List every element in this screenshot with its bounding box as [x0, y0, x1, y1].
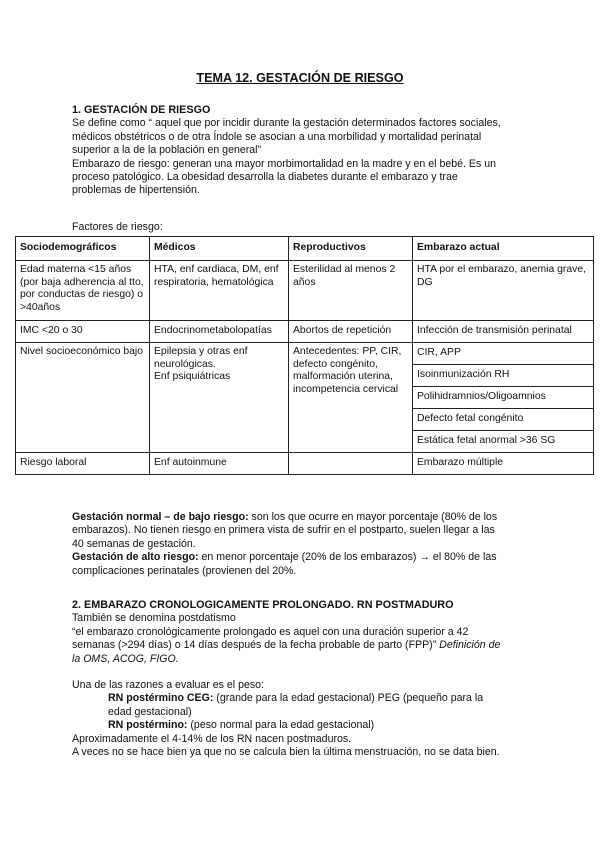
paragraph-line: A veces no se hace bien ya que no se calcula bien la última menstruación, no se data bien.: [72, 746, 500, 759]
gestation-normal-line: [72, 511, 530, 524]
table-cell: IMC <20 o 30: [16, 321, 150, 343]
gestation-normal-label: Gestación normal – de bajo riesgo:: [72, 511, 249, 523]
section-2: [72, 599, 542, 759]
blank-line: [72, 666, 542, 679]
rn-ceg-line: [72, 692, 542, 705]
section-2-heading: 2. EMBARAZO CRONOLOGICAMENTE PROLONGADO. RN POSTMADURO: [72, 599, 454, 611]
risk-factors-table: [15, 236, 594, 475]
quote-text: semanas (>294 días) o 14 días después de la fecha probable de parto (FPP)”: [72, 639, 437, 652]
definition-source: Definición de: [436, 639, 501, 652]
table-header-row: [16, 237, 594, 261]
page-title: TEMA 12. GESTACIÓN DE RIESGO: [196, 71, 404, 85]
paragraph-line: edad gestacional): [108, 705, 192, 718]
table-cell: Antecedentes: PP, CIR, defecto congénito, malformación uterina, incompetencia cervical: [289, 343, 413, 453]
table-cell: HTA por el embarazo, anemia grave, DG: [413, 261, 594, 321]
paragraph-line: problemas de hipertensión.: [72, 184, 200, 197]
table-row: [16, 453, 594, 475]
definition-source-cont: la OMS, ACOG, FIGO.: [72, 652, 179, 665]
header-cell: Sociodemográficos: [16, 237, 150, 261]
paragraph-line: También se denomina postdatismo: [72, 612, 236, 625]
paragraph-line: “el embarazo cronológicamente prolongado es aquel con una duración superior a 42: [72, 625, 469, 638]
rn-ceg-text: (grande para la edad gestacional) PEG (pequeño para la: [213, 692, 484, 705]
table-cell: Defecto fetal congénito: [413, 409, 594, 431]
paragraph-line: [72, 639, 542, 652]
header-cell: Embarazo actual: [413, 237, 594, 261]
table-cell: [150, 343, 289, 453]
gestation-high-text: en menor porcentaje (20% de los embarazos) → el 80% de las: [198, 551, 497, 564]
table-cell: Riesgo laboral: [16, 453, 150, 475]
cell-line: Epilepsia y otras enf neurológicas.: [154, 346, 248, 370]
table-cell: Embarazo múltiple: [413, 453, 594, 475]
header-cell: Reproductivos: [289, 237, 413, 261]
cell-line: Enf psiquiátricas: [154, 371, 231, 383]
table-cell: Esterilidad al menos 2 años: [289, 261, 413, 321]
table-row: [16, 343, 594, 365]
factors-label: Factores de riesgo:: [72, 221, 163, 233]
paragraph-line: complicaciones perinatales (provienen del 20%.: [72, 564, 297, 577]
table-cell: Abortos de repetición: [289, 321, 413, 343]
paragraph-line: superior a la de la población en general”: [72, 144, 262, 157]
rn-postterm-text: (peso normal para la edad gestacional): [187, 719, 375, 732]
table-row: [16, 321, 594, 343]
table-cell: Edad materna <15 años (por baja adherencia al tto, por conductas de riesgo) o >40años: [16, 261, 150, 321]
paragraph-line: proceso patológico. La obesidad desarrolla la diabetes durante el embarazo y trae: [72, 171, 458, 184]
table-row: [16, 261, 594, 321]
table-cell: Polihidramnios/Oligoamnios: [413, 387, 594, 409]
table-cell: Enf autoinmune: [150, 453, 289, 475]
paragraph-line: Aproximadamente el 4-14% de los RN nacen postmaduros.: [72, 732, 352, 745]
paragraph-line: embarazos). No tienen riesgo en primera vista de sufrir en el postparto, suelen llegar a las: [72, 524, 495, 537]
table-cell: CIR, APP: [413, 343, 594, 365]
gestation-section: [72, 511, 530, 578]
paragraph-line: Se define como “ aquel que por incidir durante la gestación determinados factores sociales,: [72, 117, 501, 130]
rn-postterm-label: RN postérmino:: [108, 719, 188, 732]
header-cell: Médicos: [150, 237, 289, 261]
table-cell: Endocrinometabolopatías: [150, 321, 289, 343]
rn-ceg-label: RN postérmino CEG:: [108, 692, 214, 705]
paragraph-line: [72, 653, 542, 666]
table-cell: HTA, enf cardiaca, DM, enf respiratoria, hematológica: [150, 261, 289, 321]
gestation-high-label: Gestación de alto riesgo:: [72, 551, 199, 564]
section-1: [72, 104, 530, 198]
gestation-high-line: [72, 551, 530, 564]
gestation-normal-text: son los que ocurre en mayor porcentaje (80% de los: [248, 511, 498, 523]
table-cell: Nivel socioeconómico bajo: [16, 343, 150, 453]
paragraph-line: médicos obstétricos o de otra Índole se asocian a una morbilidad y mortalidad perinatal: [72, 130, 482, 143]
table-cell: [289, 453, 413, 475]
table-cell: Isoinmunización RH: [413, 365, 594, 387]
table-cell: Infección de transmisión perinatal: [413, 321, 594, 343]
table-cell: Estática fetal anormal >36 SG: [413, 431, 594, 453]
paragraph-line: 40 semanas de gestación.: [72, 537, 196, 550]
rn-postterm-line: [72, 719, 542, 732]
section-1-heading: 1. GESTACIÓN DE RIESGO: [72, 104, 211, 116]
paragraph-line: Embarazo de riesgo: generan una mayor morbimortalidad en la madre y en el bebé. Es un: [72, 157, 496, 170]
paragraph-line: Una de las razones a evaluar es el peso:: [72, 679, 264, 692]
